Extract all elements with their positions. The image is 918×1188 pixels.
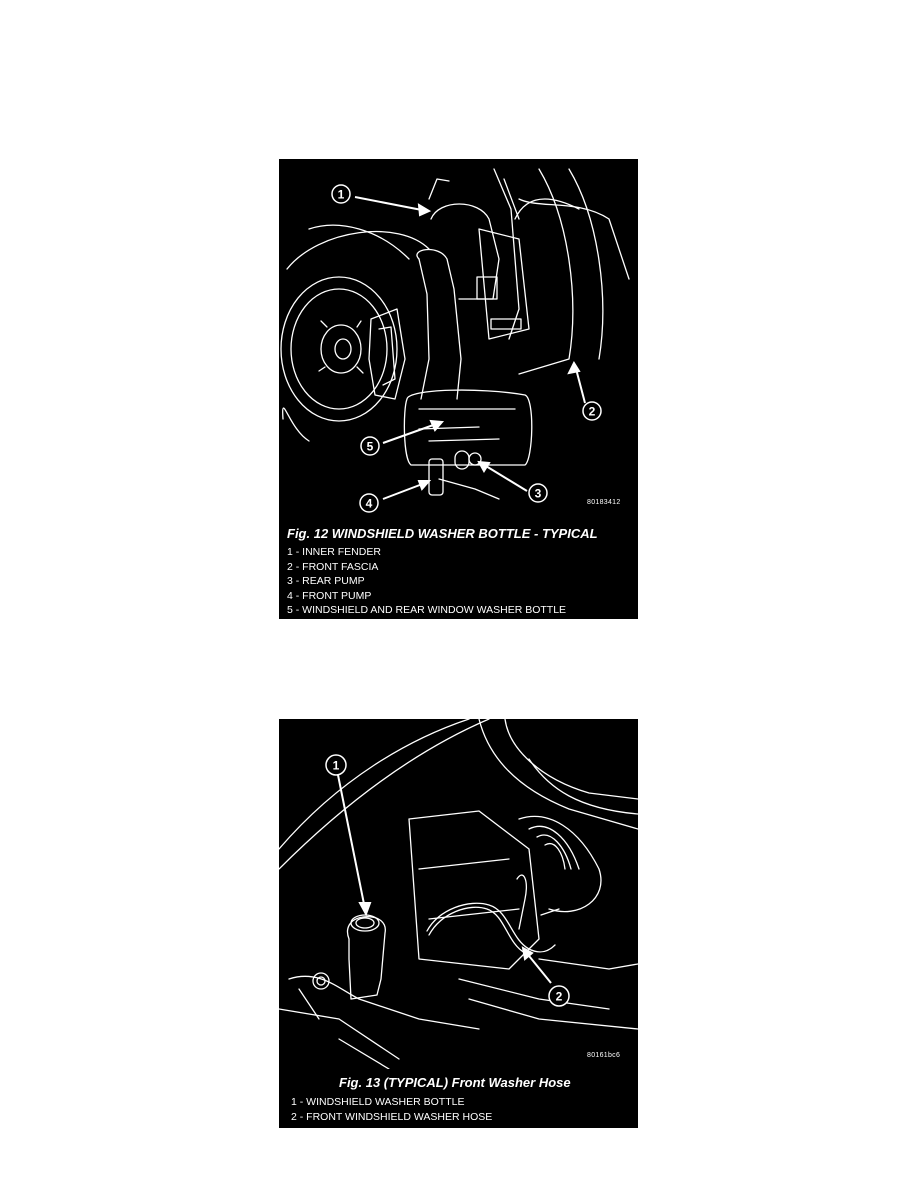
callout-1-label: 1: [337, 187, 345, 202]
callout-2-label: 2: [588, 404, 596, 419]
callout-1-label: 1: [332, 758, 340, 773]
callout-5-label: 5: [366, 439, 374, 454]
figure-12: [279, 159, 638, 619]
figure-legend: [291, 1095, 492, 1124]
legend-item: 5 - WINDSHIELD AND REAR WINDOW WASHER BOTTLE: [287, 604, 567, 616]
figure-13: [279, 719, 638, 1128]
legend-item: 1 - WINDSHIELD WASHER BOTTLE: [291, 1096, 465, 1108]
figure-caption: Fig. 12 WINDSHIELD WASHER BOTTLE - TYPICAL: [287, 526, 598, 541]
legend-item: 1 - INNER FENDER: [287, 546, 381, 558]
callout-4-label: 4: [365, 496, 373, 511]
washer-bottle-illustration: [279, 159, 638, 519]
figure-legend: [287, 545, 566, 618]
image-code: 80161bc6: [587, 1052, 621, 1059]
callout-3-label: 3: [534, 486, 542, 501]
legend-item: 3 - REAR PUMP: [287, 575, 365, 587]
callout-2-label: 2: [555, 989, 563, 1004]
legend-item: 2 - FRONT WINDSHIELD WASHER HOSE: [291, 1110, 493, 1123]
legend-item: 4 - FRONT PUMP: [287, 589, 372, 602]
washer-hose-illustration: [279, 719, 638, 1069]
legend-item: 2 - FRONT FASCIA: [287, 560, 379, 573]
image-code: 80183412: [587, 499, 621, 506]
figure-caption: Fig. 13 (TYPICAL) Front Washer Hose: [339, 1075, 571, 1090]
